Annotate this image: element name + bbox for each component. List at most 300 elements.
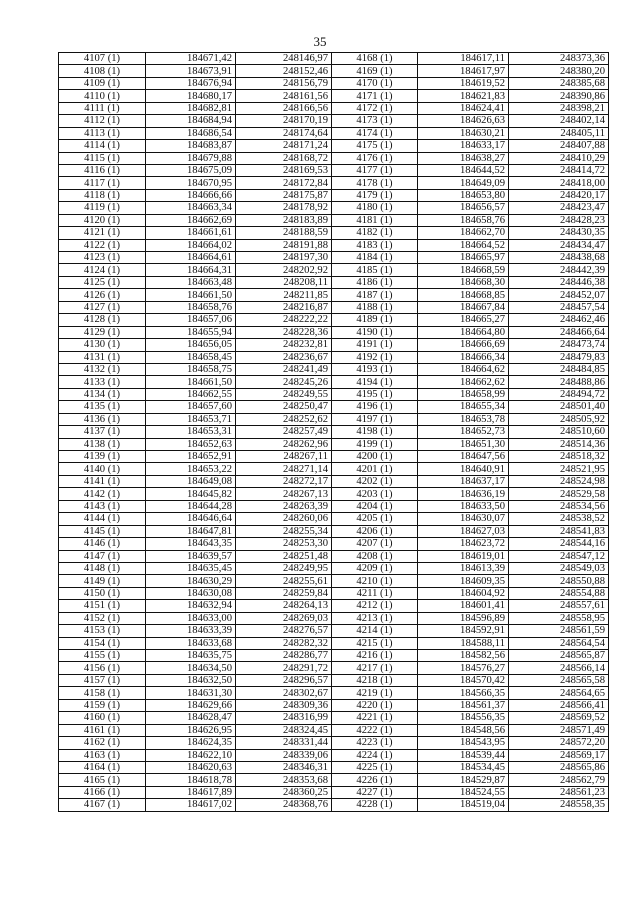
table-row (59, 799, 609, 811)
y-coordinate-cell: 248276,57 (236, 625, 332, 637)
point-id-cell: 4118 (1) (59, 189, 146, 201)
x-coordinate-cell: 184643,35 (146, 538, 236, 550)
point-id-cell: 4114 (1) (59, 140, 146, 152)
point-id-cell: 4203 (1) (332, 488, 418, 500)
x-coordinate-cell: 184601,41 (418, 600, 509, 612)
point-id-cell: 4193 (1) (332, 363, 418, 375)
y-coordinate-cell: 248501,40 (509, 401, 609, 413)
x-coordinate-cell: 184666,66 (146, 189, 236, 201)
x-coordinate-cell: 184644,52 (418, 164, 509, 176)
point-id-cell: 4166 (1) (59, 786, 146, 798)
x-coordinate-cell: 184652,73 (418, 426, 509, 438)
y-coordinate-cell: 248252,62 (236, 413, 332, 425)
point-id-cell: 4148 (1) (59, 562, 146, 574)
point-id-cell: 4186 (1) (332, 276, 418, 288)
x-coordinate-cell: 184633,17 (418, 140, 509, 152)
point-id-cell: 4177 (1) (332, 164, 418, 176)
x-coordinate-cell: 184645,82 (146, 488, 236, 500)
y-coordinate-cell: 248544,16 (509, 538, 609, 550)
x-coordinate-cell: 184619,52 (418, 77, 509, 89)
point-id-cell: 4151 (1) (59, 600, 146, 612)
y-coordinate-cell: 248558,95 (509, 612, 609, 624)
point-id-cell: 4201 (1) (332, 463, 418, 475)
point-id-cell: 4214 (1) (332, 625, 418, 637)
x-coordinate-cell: 184658,75 (146, 363, 236, 375)
point-id-cell: 4110 (1) (59, 90, 146, 102)
point-id-cell: 4141 (1) (59, 475, 146, 487)
point-id-cell: 4202 (1) (332, 475, 418, 487)
x-coordinate-cell: 184664,52 (418, 239, 509, 251)
y-coordinate-cell: 248565,86 (509, 761, 609, 773)
x-coordinate-cell: 184543,95 (418, 737, 509, 749)
point-id-cell: 4150 (1) (59, 587, 146, 599)
point-id-cell: 4125 (1) (59, 276, 146, 288)
point-id-cell: 4154 (1) (59, 637, 146, 649)
y-coordinate-cell: 248438,68 (509, 252, 609, 264)
point-id-cell: 4197 (1) (332, 413, 418, 425)
y-coordinate-cell: 248479,83 (509, 351, 609, 363)
y-coordinate-cell: 248368,76 (236, 799, 332, 811)
x-coordinate-cell: 184647,56 (418, 451, 509, 463)
x-coordinate-cell: 184624,35 (146, 737, 236, 749)
point-id-cell: 4146 (1) (59, 538, 146, 550)
x-coordinate-cell: 184657,06 (146, 314, 236, 326)
y-coordinate-cell: 248172,84 (236, 177, 332, 189)
x-coordinate-cell: 184622,10 (146, 749, 236, 761)
y-coordinate-cell: 248557,61 (509, 600, 609, 612)
table-row (59, 587, 609, 599)
table-row (59, 77, 609, 89)
x-coordinate-cell: 184617,11 (418, 53, 509, 65)
y-coordinate-cell: 248262,96 (236, 438, 332, 450)
point-id-cell: 4132 (1) (59, 363, 146, 375)
y-coordinate-cell: 248564,65 (509, 687, 609, 699)
point-id-cell: 4174 (1) (332, 127, 418, 139)
x-coordinate-cell: 184658,76 (146, 301, 236, 313)
table-row (59, 65, 609, 77)
table-row (59, 401, 609, 413)
y-coordinate-cell: 248241,49 (236, 363, 332, 375)
y-coordinate-cell: 248331,44 (236, 737, 332, 749)
table-row (59, 326, 609, 338)
point-id-cell: 4113 (1) (59, 127, 146, 139)
x-coordinate-cell: 184617,97 (418, 65, 509, 77)
x-coordinate-cell: 184666,69 (418, 339, 509, 351)
point-id-cell: 4153 (1) (59, 625, 146, 637)
x-coordinate-cell: 184644,28 (146, 500, 236, 512)
y-coordinate-cell: 248249,55 (236, 388, 332, 400)
table-row (59, 289, 609, 301)
table-row (59, 438, 609, 450)
point-id-cell: 4107 (1) (59, 53, 146, 65)
y-coordinate-cell: 248569,52 (509, 712, 609, 724)
point-id-cell: 4134 (1) (59, 388, 146, 400)
table-row (59, 351, 609, 363)
y-coordinate-cell: 248541,83 (509, 525, 609, 537)
y-coordinate-cell: 248216,87 (236, 301, 332, 313)
point-id-cell: 4111 (1) (59, 102, 146, 114)
y-coordinate-cell: 248316,99 (236, 712, 332, 724)
y-coordinate-cell: 248339,06 (236, 749, 332, 761)
table-row (59, 650, 609, 662)
x-coordinate-cell: 184631,30 (146, 687, 236, 699)
x-coordinate-cell: 184655,34 (418, 401, 509, 413)
x-coordinate-cell: 184519,04 (418, 799, 509, 811)
y-coordinate-cell: 248554,88 (509, 587, 609, 599)
table-row (59, 513, 609, 525)
point-id-cell: 4115 (1) (59, 152, 146, 164)
y-coordinate-cell: 248197,30 (236, 252, 332, 264)
table-row (59, 140, 609, 152)
point-id-cell: 4147 (1) (59, 550, 146, 562)
point-id-cell: 4187 (1) (332, 289, 418, 301)
x-coordinate-cell: 184649,08 (146, 475, 236, 487)
y-coordinate-cell: 248442,39 (509, 264, 609, 276)
point-id-cell: 4149 (1) (59, 575, 146, 587)
x-coordinate-cell: 184628,47 (146, 712, 236, 724)
point-id-cell: 4161 (1) (59, 724, 146, 736)
point-id-cell: 4227 (1) (332, 786, 418, 798)
x-coordinate-cell: 184664,31 (146, 264, 236, 276)
point-id-cell: 4178 (1) (332, 177, 418, 189)
x-coordinate-cell: 184647,81 (146, 525, 236, 537)
x-coordinate-cell: 184613,39 (418, 562, 509, 574)
x-coordinate-cell: 184632,50 (146, 674, 236, 686)
point-id-cell: 4198 (1) (332, 426, 418, 438)
x-coordinate-cell: 184640,91 (418, 463, 509, 475)
point-id-cell: 4182 (1) (332, 227, 418, 239)
y-coordinate-cell: 248510,60 (509, 426, 609, 438)
point-id-cell: 4171 (1) (332, 90, 418, 102)
x-coordinate-cell: 184668,85 (418, 289, 509, 301)
point-id-cell: 4162 (1) (59, 737, 146, 749)
point-id-cell: 4191 (1) (332, 339, 418, 351)
point-id-cell: 4212 (1) (332, 600, 418, 612)
x-coordinate-cell: 184664,62 (418, 363, 509, 375)
point-id-cell: 4159 (1) (59, 699, 146, 711)
x-coordinate-cell: 184630,29 (146, 575, 236, 587)
y-coordinate-cell: 248156,79 (236, 77, 332, 89)
y-coordinate-cell: 248263,39 (236, 500, 332, 512)
point-id-cell: 4138 (1) (59, 438, 146, 450)
point-id-cell: 4169 (1) (332, 65, 418, 77)
x-coordinate-cell: 184596,89 (418, 612, 509, 624)
x-coordinate-cell: 184604,92 (418, 587, 509, 599)
y-coordinate-cell: 248255,34 (236, 525, 332, 537)
point-id-cell: 4188 (1) (332, 301, 418, 313)
y-coordinate-cell: 248267,11 (236, 451, 332, 463)
x-coordinate-cell: 184630,21 (418, 127, 509, 139)
x-coordinate-cell: 184570,42 (418, 674, 509, 686)
table-row (59, 189, 609, 201)
table-row (59, 314, 609, 326)
coordinates-table (58, 52, 609, 812)
y-coordinate-cell: 248488,86 (509, 376, 609, 388)
y-coordinate-cell: 248564,54 (509, 637, 609, 649)
table-row (59, 562, 609, 574)
table-row (59, 538, 609, 550)
x-coordinate-cell: 184618,78 (146, 774, 236, 786)
table-row (59, 227, 609, 239)
y-coordinate-cell: 248518,32 (509, 451, 609, 463)
x-coordinate-cell: 184646,64 (146, 513, 236, 525)
x-coordinate-cell: 184621,83 (418, 90, 509, 102)
y-coordinate-cell: 248521,95 (509, 463, 609, 475)
table-row (59, 749, 609, 761)
y-coordinate-cell: 248434,47 (509, 239, 609, 251)
point-id-cell: 4224 (1) (332, 749, 418, 761)
x-coordinate-cell: 184635,75 (146, 650, 236, 662)
point-id-cell: 4208 (1) (332, 550, 418, 562)
table-row (59, 264, 609, 276)
point-id-cell: 4200 (1) (332, 451, 418, 463)
x-coordinate-cell: 184682,81 (146, 102, 236, 114)
table-row (59, 53, 609, 65)
x-coordinate-cell: 184653,22 (146, 463, 236, 475)
table-row (59, 239, 609, 251)
point-id-cell: 4117 (1) (59, 177, 146, 189)
y-coordinate-cell: 248452,07 (509, 289, 609, 301)
point-id-cell: 4160 (1) (59, 712, 146, 724)
x-coordinate-cell: 184635,45 (146, 562, 236, 574)
y-coordinate-cell: 248571,49 (509, 724, 609, 736)
y-coordinate-cell: 248257,49 (236, 426, 332, 438)
point-id-cell: 4173 (1) (332, 115, 418, 127)
y-coordinate-cell: 248291,72 (236, 662, 332, 674)
point-id-cell: 4140 (1) (59, 463, 146, 475)
y-coordinate-cell: 248191,88 (236, 239, 332, 251)
x-coordinate-cell: 184657,60 (146, 401, 236, 413)
x-coordinate-cell: 184633,68 (146, 637, 236, 649)
table-row (59, 102, 609, 114)
table-row (59, 662, 609, 674)
y-coordinate-cell: 248410,29 (509, 152, 609, 164)
point-id-cell: 4209 (1) (332, 562, 418, 574)
table-row (59, 388, 609, 400)
table-row (59, 363, 609, 375)
point-id-cell: 4144 (1) (59, 513, 146, 525)
y-coordinate-cell: 248202,92 (236, 264, 332, 276)
point-id-cell: 4190 (1) (332, 326, 418, 338)
y-coordinate-cell: 248446,38 (509, 276, 609, 288)
y-coordinate-cell: 248251,48 (236, 550, 332, 562)
x-coordinate-cell: 184632,94 (146, 600, 236, 612)
point-id-cell: 4133 (1) (59, 376, 146, 388)
table-row (59, 90, 609, 102)
y-coordinate-cell: 248547,12 (509, 550, 609, 562)
x-coordinate-cell: 184663,48 (146, 276, 236, 288)
y-coordinate-cell: 248524,98 (509, 475, 609, 487)
x-coordinate-cell: 184668,30 (418, 276, 509, 288)
table-row (59, 761, 609, 773)
x-coordinate-cell: 184661,61 (146, 227, 236, 239)
y-coordinate-cell: 248211,85 (236, 289, 332, 301)
point-id-cell: 4163 (1) (59, 749, 146, 761)
y-coordinate-cell: 248269,03 (236, 612, 332, 624)
y-coordinate-cell: 248282,32 (236, 637, 332, 649)
table-row (59, 500, 609, 512)
y-coordinate-cell: 248430,35 (509, 227, 609, 239)
y-coordinate-cell: 248380,20 (509, 65, 609, 77)
point-id-cell: 4167 (1) (59, 799, 146, 811)
point-id-cell: 4122 (1) (59, 239, 146, 251)
y-coordinate-cell: 248267,13 (236, 488, 332, 500)
x-coordinate-cell: 184661,50 (146, 376, 236, 388)
point-id-cell: 4109 (1) (59, 77, 146, 89)
point-id-cell: 4112 (1) (59, 115, 146, 127)
point-id-cell: 4128 (1) (59, 314, 146, 326)
point-id-cell: 4129 (1) (59, 326, 146, 338)
table-row (59, 376, 609, 388)
y-coordinate-cell: 248538,52 (509, 513, 609, 525)
x-coordinate-cell: 184663,34 (146, 202, 236, 214)
x-coordinate-cell: 184670,95 (146, 177, 236, 189)
point-id-cell: 4168 (1) (332, 53, 418, 65)
table-row (59, 674, 609, 686)
x-coordinate-cell: 184668,59 (418, 264, 509, 276)
y-coordinate-cell: 248473,74 (509, 339, 609, 351)
y-coordinate-cell: 248414,72 (509, 164, 609, 176)
y-coordinate-cell: 248360,25 (236, 786, 332, 798)
table-row (59, 451, 609, 463)
y-coordinate-cell: 248566,41 (509, 699, 609, 711)
point-id-cell: 4206 (1) (332, 525, 418, 537)
y-coordinate-cell: 248457,54 (509, 301, 609, 313)
table-row (59, 413, 609, 425)
y-coordinate-cell: 248302,67 (236, 687, 332, 699)
point-id-cell: 4216 (1) (332, 650, 418, 662)
y-coordinate-cell: 248236,67 (236, 351, 332, 363)
x-coordinate-cell: 184656,05 (146, 339, 236, 351)
x-coordinate-cell: 184653,71 (146, 413, 236, 425)
x-coordinate-cell: 184633,00 (146, 612, 236, 624)
y-coordinate-cell: 248462,46 (509, 314, 609, 326)
y-coordinate-cell: 248558,35 (509, 799, 609, 811)
point-id-cell: 4170 (1) (332, 77, 418, 89)
y-coordinate-cell: 248398,21 (509, 102, 609, 114)
x-coordinate-cell: 184566,35 (418, 687, 509, 699)
y-coordinate-cell: 248418,00 (509, 177, 609, 189)
table-row (59, 724, 609, 736)
point-id-cell: 4175 (1) (332, 140, 418, 152)
x-coordinate-cell: 184627,03 (418, 525, 509, 537)
x-coordinate-cell: 184548,56 (418, 724, 509, 736)
y-coordinate-cell: 248286,77 (236, 650, 332, 662)
point-id-cell: 4155 (1) (59, 650, 146, 662)
point-id-cell: 4116 (1) (59, 164, 146, 176)
y-coordinate-cell: 248514,36 (509, 438, 609, 450)
point-id-cell: 4213 (1) (332, 612, 418, 624)
y-coordinate-cell: 248161,56 (236, 90, 332, 102)
point-id-cell: 4145 (1) (59, 525, 146, 537)
x-coordinate-cell: 184626,95 (146, 724, 236, 736)
table-row (59, 152, 609, 164)
point-id-cell: 4194 (1) (332, 376, 418, 388)
point-id-cell: 4205 (1) (332, 513, 418, 525)
x-coordinate-cell: 184667,84 (418, 301, 509, 313)
x-coordinate-cell: 184649,09 (418, 177, 509, 189)
point-id-cell: 4211 (1) (332, 587, 418, 599)
y-coordinate-cell: 248572,20 (509, 737, 609, 749)
y-coordinate-cell: 248549,03 (509, 562, 609, 574)
table-row (59, 525, 609, 537)
table-row (59, 463, 609, 475)
y-coordinate-cell: 248385,68 (509, 77, 609, 89)
point-id-cell: 4126 (1) (59, 289, 146, 301)
x-coordinate-cell: 184633,50 (418, 500, 509, 512)
x-coordinate-cell: 184561,37 (418, 699, 509, 711)
point-id-cell: 4142 (1) (59, 488, 146, 500)
x-coordinate-cell: 184619,01 (418, 550, 509, 562)
y-coordinate-cell: 248529,58 (509, 488, 609, 500)
y-coordinate-cell: 248346,31 (236, 761, 332, 773)
table-row (59, 687, 609, 699)
point-id-cell: 4165 (1) (59, 774, 146, 786)
x-coordinate-cell: 184652,91 (146, 451, 236, 463)
x-coordinate-cell: 184662,70 (418, 227, 509, 239)
table-row (59, 699, 609, 711)
y-coordinate-cell: 248166,56 (236, 102, 332, 114)
table-row (59, 177, 609, 189)
point-id-cell: 4131 (1) (59, 351, 146, 363)
page-number: 35 (313, 34, 327, 49)
x-coordinate-cell: 184653,78 (418, 413, 509, 425)
point-id-cell: 4181 (1) (332, 214, 418, 226)
x-coordinate-cell: 184664,61 (146, 252, 236, 264)
point-id-cell: 4135 (1) (59, 401, 146, 413)
y-coordinate-cell: 248484,85 (509, 363, 609, 375)
point-id-cell: 4196 (1) (332, 401, 418, 413)
x-coordinate-cell: 184637,17 (418, 475, 509, 487)
table-row (59, 774, 609, 786)
x-coordinate-cell: 184524,55 (418, 786, 509, 798)
point-id-cell: 4183 (1) (332, 239, 418, 251)
y-coordinate-cell: 248171,24 (236, 140, 332, 152)
y-coordinate-cell: 248170,19 (236, 115, 332, 127)
point-id-cell: 4143 (1) (59, 500, 146, 512)
y-coordinate-cell: 248405,11 (509, 127, 609, 139)
y-coordinate-cell: 248188,59 (236, 227, 332, 239)
table-row (59, 737, 609, 749)
point-id-cell: 4207 (1) (332, 538, 418, 550)
coordinates-table-body (59, 53, 609, 812)
y-coordinate-cell: 248228,36 (236, 326, 332, 338)
y-coordinate-cell: 248561,23 (509, 786, 609, 798)
x-coordinate-cell: 184686,54 (146, 127, 236, 139)
point-id-cell: 4199 (1) (332, 438, 418, 450)
x-coordinate-cell: 184665,27 (418, 314, 509, 326)
x-coordinate-cell: 184534,45 (418, 761, 509, 773)
point-id-cell: 4157 (1) (59, 674, 146, 686)
x-coordinate-cell: 184664,02 (146, 239, 236, 251)
point-id-cell: 4124 (1) (59, 264, 146, 276)
y-coordinate-cell: 248178,92 (236, 202, 332, 214)
point-id-cell: 4176 (1) (332, 152, 418, 164)
table-row (59, 214, 609, 226)
point-id-cell: 4226 (1) (332, 774, 418, 786)
y-coordinate-cell: 248402,14 (509, 115, 609, 127)
y-coordinate-cell: 248296,57 (236, 674, 332, 686)
y-coordinate-cell: 248565,58 (509, 674, 609, 686)
x-coordinate-cell: 184656,57 (418, 202, 509, 214)
point-id-cell: 4223 (1) (332, 737, 418, 749)
y-coordinate-cell: 248423,47 (509, 202, 609, 214)
x-coordinate-cell: 184629,66 (146, 699, 236, 711)
point-id-cell: 4121 (1) (59, 227, 146, 239)
x-coordinate-cell: 184633,39 (146, 625, 236, 637)
x-coordinate-cell: 184664,80 (418, 326, 509, 338)
table-row (59, 600, 609, 612)
